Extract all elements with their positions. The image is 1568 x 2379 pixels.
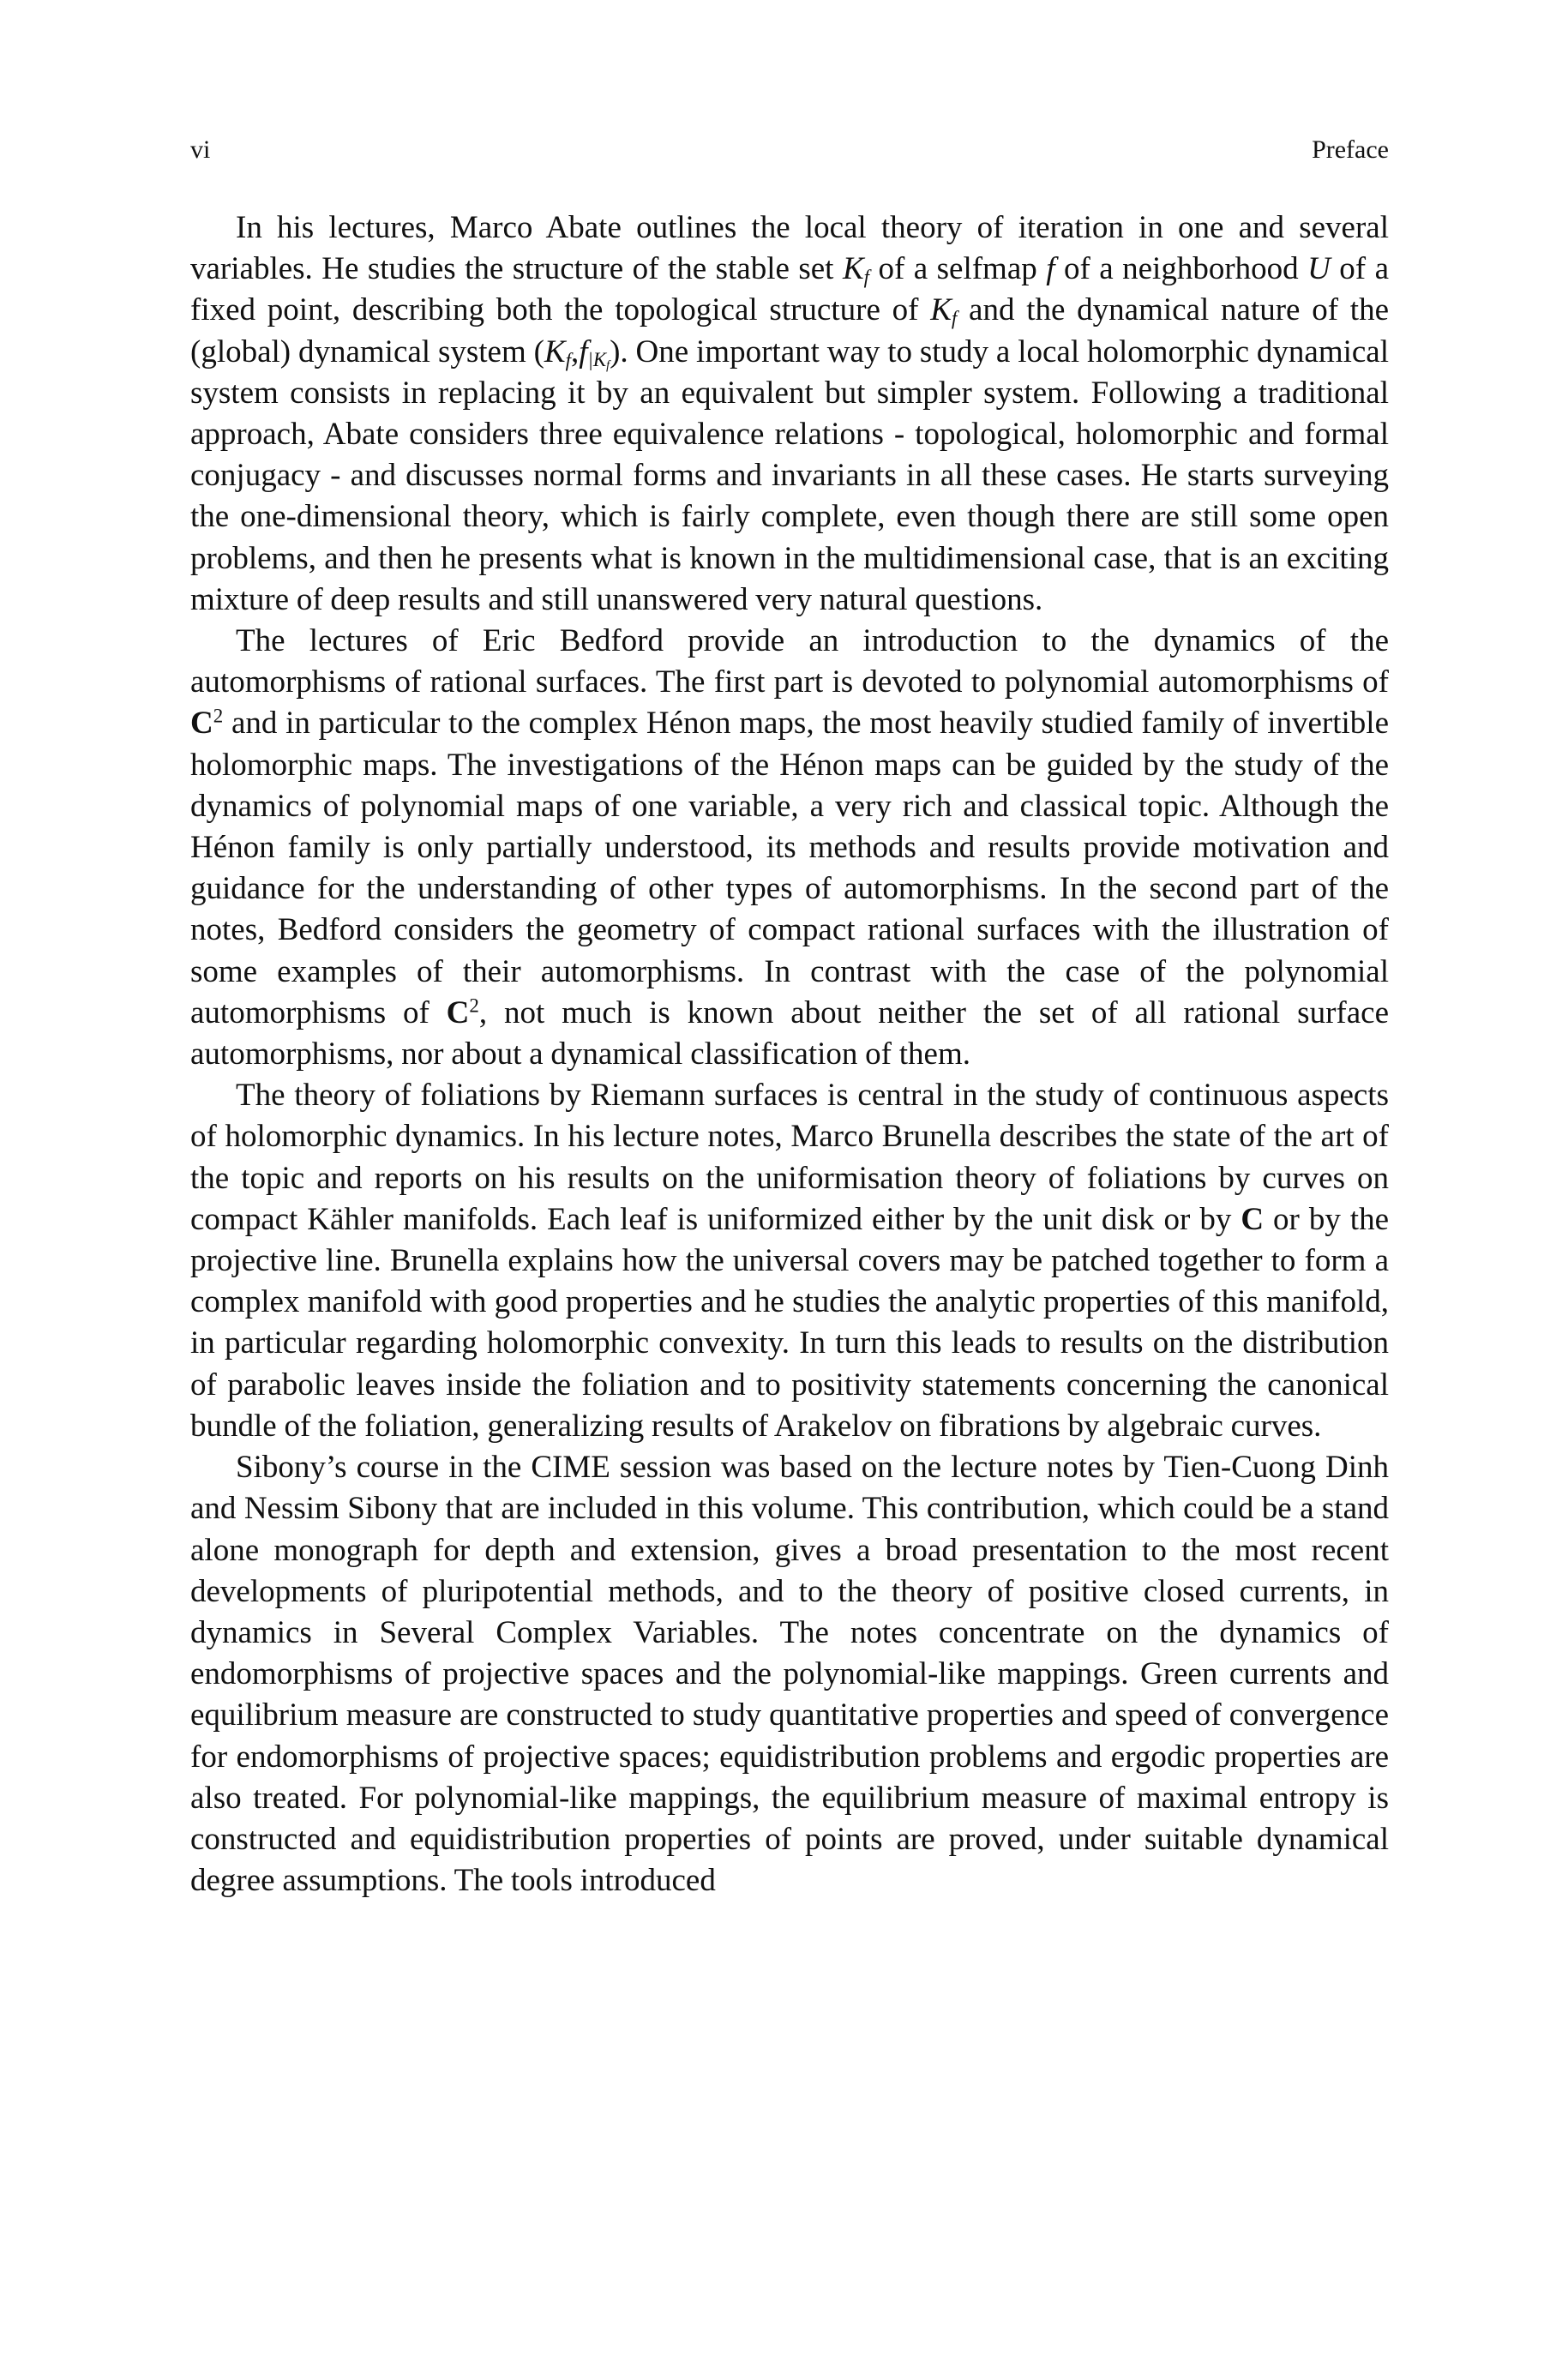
math-dynamical-system: $(K_f,f_{|K_f})$ (533, 333, 621, 373)
text-run: In his lectures, Marco Abate outlines the local theory of iteration in one and several variables. He studies the structure of the stable set (190, 210, 1389, 287)
running-title: Preface (1312, 135, 1389, 164)
math-K-f: $K_f$ (930, 292, 958, 330)
text-run: Sibony’s course in the CIME session was based on the lecture notes by Tien-Cuong Dinh and Nessim Sibony that are included in this volume. This contribution, which could be a stand alone monograph for depth and extension, gives a broad presentation to the most recent developments of pluripotential methods, and to the theory of positive closed currents, in dynamics in Several Complex Variables. The notes concentrate on the dynamics of endomorphisms of projective spaces and the polynomial-like mappings. Green currents and equilibrium measure are constructed to study quantitative properties and speed of convergence for endomorphisms of projective spaces; equidistribution problems and ergodic properties are also treated. For polynomial-like mappings, the equilibrium measure of maximal entropy is constructed and equidistribution properties of points are proved, under suitable dynamical degree assumptions. The tools introduced (190, 1450, 1389, 1899)
paragraph-abate (190, 207, 1389, 621)
text-run: and the dynamical nature of the (global) dynamical system (190, 292, 1390, 369)
text-run: or by the projective line. Brunella explains how the universal covers may be patched together to form a complex manifold with good properties and he studies the analytic properties of this manifold, in particular regarding holomorphic convexity. In turn this leads to results on the distribution of parabolic leaves inside the foliation and to positivity statements concerning the canonical bundle of the foliation, generalizing results of Arakelov on fibrations by algebraic curves. (190, 1201, 1390, 1444)
paragraph-brunella (190, 1075, 1389, 1447)
text-run: and in particular to the complex Hénon maps, the most heavily studied family of invertible holomorphic maps. The investigations of the Hénon maps can be guided by the study of the dynamics of polynomial maps of one variable, a very rich and classical topic. Although the Hénon family is only partially understood, its methods and results provide motivation and guidance for the understanding of other types of automorphisms. In the second part of the notes, Bedford considers the geometry of compact rational surfaces with the illustration of some examples of their automorphisms. In contrast with the case of the polynomial automorphisms of (190, 706, 1389, 1030)
running-head (190, 129, 1389, 171)
page-number: vi (190, 135, 211, 164)
paragraph-sibony (190, 1447, 1389, 1901)
math-C: C (1241, 1201, 1265, 1237)
text-run: of a selfmap (869, 251, 1047, 287)
body-text (190, 207, 1389, 1901)
text-run: , not much is known about neither the set of all rational surface automorphisms, nor about a dynamical classification of them. (190, 994, 1389, 1072)
text-run: of a neighborhood (1054, 251, 1308, 287)
math-K-f: $K_f$ (842, 251, 869, 288)
math-f: f (1046, 251, 1055, 287)
text-run: The theory of foliations by Riemann surfaces is central in the study of continuous aspects of holomorphic dynamics. In his lecture notes, Marco Brunella describes the state of the art of the topic and reports on his results on the uniformisation theory of foliations by curves on compact Kähler manifolds. Each leaf is uniformized either by the unit disk or by (190, 1078, 1389, 1237)
math-U: U (1307, 251, 1331, 287)
text-run: The lectures of Eric Bedford provide an introduction to the dynamics of the automorphisms of rational surfaces. The first part is devoted to polynomial automorphisms of (190, 623, 1389, 700)
math-C2: $C^2$ (446, 994, 479, 1030)
book-page (190, 129, 1389, 1901)
text-run: . One important way to study a local holomorphic dynamical system consists in replacing it by an equivalent but simpler system. Following a traditional approach, Abate considers three equivalence relations - topological, holomorphic and formal conjugacy - and discusses normal forms and invariants in all these cases. He starts surveying the one-dimensional theory, which is fairly complete, even though there are still some open problems, and then he presents what is known in the multidimensional case, that is an exciting mixture of deep results and still unanswered very natural questions. (190, 333, 1390, 617)
math-C2: $C^2$ (190, 705, 224, 742)
paragraph-bedford (190, 621, 1389, 1075)
text-run: of a fixed point, describing both the topological structure of (190, 251, 1390, 328)
